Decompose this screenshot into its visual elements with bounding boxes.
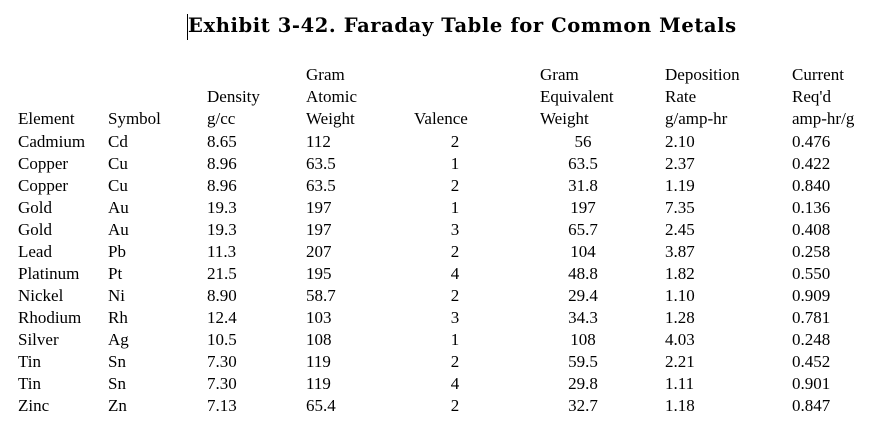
symbol-cell: Au	[108, 198, 129, 217]
element-cell: Nickel	[18, 286, 64, 305]
gram-atomic-weight-cell: 65.4	[306, 396, 336, 415]
deposition-rate-cell: 2.21	[665, 352, 695, 371]
gram-equivalent-weight-cell: 32.7	[568, 396, 598, 415]
current-required-cell: 0.840	[792, 176, 831, 195]
density-cell: 19.3	[207, 220, 237, 239]
gram-equivalent-weight-cell: 56	[574, 132, 592, 151]
current-required-cell: 0.909	[792, 286, 831, 305]
header-element	[18, 108, 75, 130]
header-symbol	[108, 108, 161, 130]
deposition-rate-cell: 1.19	[665, 176, 695, 195]
valence-cell: 2	[450, 286, 460, 305]
deposition-rate-cell: 1.82	[665, 264, 695, 283]
current-required-cell: 0.781	[792, 308, 831, 327]
density-cell: 7.30	[207, 374, 237, 393]
symbol-cell: Cu	[108, 154, 128, 173]
valence-cell: 4	[450, 264, 460, 283]
header-cur-line: Req'd	[792, 87, 831, 106]
gram-equivalent-weight-cell: 59.5	[568, 352, 598, 371]
gram-atomic-weight-cell: 195	[306, 264, 332, 283]
header-valence-line: Valence	[414, 109, 468, 128]
current-required-cell: 0.248	[792, 330, 831, 349]
deposition-rate-cell: 4.03	[665, 330, 695, 349]
density-cell: 8.96	[207, 154, 237, 173]
symbol-cell: Zn	[108, 396, 127, 415]
header-geq-line: Weight	[540, 109, 589, 128]
deposition-rate-cell: 2.37	[665, 154, 695, 173]
current-required-cell: 0.452	[792, 352, 831, 371]
density-cell: 8.65	[207, 132, 237, 151]
table-header	[0, 64, 874, 130]
gram-equivalent-weight-cell: 65.7	[568, 220, 598, 239]
symbol-cell: Sn	[108, 374, 126, 393]
symbol-cell: Ni	[108, 286, 125, 305]
symbol-cell: Pb	[108, 242, 126, 261]
gram-atomic-weight-cell: 197	[306, 198, 332, 217]
gram-atomic-weight-cell: 103	[306, 308, 332, 327]
density-cell: 21.5	[207, 264, 237, 283]
current-required-cell: 0.258	[792, 242, 831, 261]
gram-equivalent-weight-cell: 31.8	[568, 176, 598, 195]
gram-equivalent-weight-cell: 34.3	[568, 308, 598, 327]
header-element-line: Element	[18, 109, 75, 128]
symbol-cell: Sn	[108, 352, 126, 371]
gram-equivalent-weight-cell: 29.4	[568, 286, 598, 305]
element-cell: Cadmium	[18, 132, 86, 151]
element-cell: Tin	[18, 352, 42, 371]
symbol-cell: Cd	[108, 132, 128, 151]
valence-cell: 2	[450, 132, 460, 151]
current-required-cell: 0.422	[792, 154, 831, 173]
header-gaw-line: Atomic	[306, 87, 357, 106]
header-cur-line: Current	[792, 65, 844, 84]
header-dep-line: Deposition	[665, 65, 740, 84]
gram-atomic-weight-cell: 207	[306, 242, 332, 261]
valence-cell: 2	[450, 176, 460, 195]
header-cur-line: amp-hr/g	[792, 109, 855, 128]
symbol-cell: Au	[108, 220, 129, 239]
element-cell: Lead	[18, 242, 52, 261]
header-symbol-line: Symbol	[108, 109, 161, 128]
element-cell: Tin	[18, 374, 42, 393]
element-cell: Gold	[18, 198, 52, 217]
gram-atomic-weight-cell: 63.5	[306, 154, 336, 173]
gram-atomic-weight-cell: 119	[306, 374, 331, 393]
header-dep-line: g/amp-hr	[665, 109, 728, 128]
element-cell: Gold	[18, 220, 52, 239]
header-gram-equivalent-weight	[540, 64, 614, 130]
gram-equivalent-weight-cell: 63.5	[568, 154, 598, 173]
header-density-line: Density	[207, 87, 260, 106]
gram-atomic-weight-cell: 108	[306, 330, 332, 349]
density-cell: 7.30	[207, 352, 237, 371]
gram-equivalent-weight-cell: 48.8	[568, 264, 598, 283]
symbol-cell: Pt	[108, 264, 123, 283]
header-valence	[414, 108, 494, 130]
symbol-cell: Ag	[108, 330, 129, 349]
density-cell: 7.13	[207, 396, 237, 415]
deposition-rate-cell: 1.28	[665, 308, 695, 327]
deposition-rate-cell: 1.11	[665, 374, 695, 393]
deposition-rate-cell: 7.35	[665, 198, 695, 217]
current-required-cell: 0.847	[792, 396, 831, 415]
header-dep-line: Rate	[665, 87, 697, 106]
header-deposition-rate	[665, 64, 740, 130]
density-cell: 8.90	[207, 286, 237, 305]
valence-cell: 2	[450, 242, 460, 261]
gram-equivalent-weight-cell: 197	[570, 198, 596, 217]
current-required-cell: 0.476	[792, 132, 831, 151]
element-cell: Platinum	[18, 264, 80, 283]
element-cell: Zinc	[18, 396, 50, 415]
gram-equivalent-weight-cell: 29.8	[568, 374, 598, 393]
gram-atomic-weight-cell: 63.5	[306, 176, 336, 195]
valence-cell: 4	[450, 374, 460, 393]
header-current-required	[792, 64, 854, 130]
current-required-cell: 0.136	[792, 198, 831, 217]
valence-cell: 2	[450, 352, 460, 371]
header-gaw-line: Gram	[306, 65, 345, 84]
valence-cell: 3	[450, 220, 460, 239]
element-cell: Copper	[18, 176, 69, 195]
gram-atomic-weight-cell: 119	[306, 352, 331, 371]
header-gram-atomic-weight	[306, 64, 357, 130]
valence-cell: 2	[450, 396, 460, 415]
gram-atomic-weight-cell: 197	[306, 220, 332, 239]
deposition-rate-cell: 3.87	[665, 242, 695, 261]
deposition-rate-cell: 1.10	[665, 286, 695, 305]
header-density-line: g/cc	[207, 109, 236, 128]
deposition-rate-cell: 2.45	[665, 220, 695, 239]
density-cell: 19.3	[207, 198, 237, 217]
element-cell: Rhodium	[18, 308, 82, 327]
symbol-cell: Rh	[108, 308, 128, 327]
element-cell: Copper	[18, 154, 69, 173]
gram-atomic-weight-cell: 58.7	[306, 286, 336, 305]
valence-cell: 1	[450, 330, 460, 349]
density-cell: 12.4	[207, 308, 237, 327]
valence-cell: 3	[450, 308, 460, 327]
header-gaw-line: Weight	[306, 109, 355, 128]
density-cell: 8.96	[207, 176, 237, 195]
header-density	[207, 86, 260, 130]
symbol-cell: Cu	[108, 176, 128, 195]
gram-equivalent-weight-cell: 108	[570, 330, 596, 349]
header-geq-line: Equivalent	[540, 87, 614, 106]
deposition-rate-cell: 1.18	[665, 396, 695, 415]
density-cell: 10.5	[207, 330, 237, 349]
valence-cell: 1	[450, 198, 460, 217]
density-cell: 11.3	[207, 242, 237, 261]
current-required-cell: 0.550	[792, 264, 831, 283]
current-required-cell: 0.408	[792, 220, 831, 239]
deposition-rate-cell: 2.10	[665, 132, 695, 151]
exhibit-title: Exhibit 3-42. Faraday Table for Common Metals	[188, 14, 737, 37]
header-geq-line: Gram	[540, 65, 579, 84]
current-required-cell: 0.901	[792, 374, 831, 393]
element-cell: Silver	[18, 330, 59, 349]
gram-atomic-weight-cell: 112	[306, 132, 331, 151]
gram-equivalent-weight-cell: 104	[570, 242, 596, 261]
valence-cell: 1	[450, 154, 460, 173]
